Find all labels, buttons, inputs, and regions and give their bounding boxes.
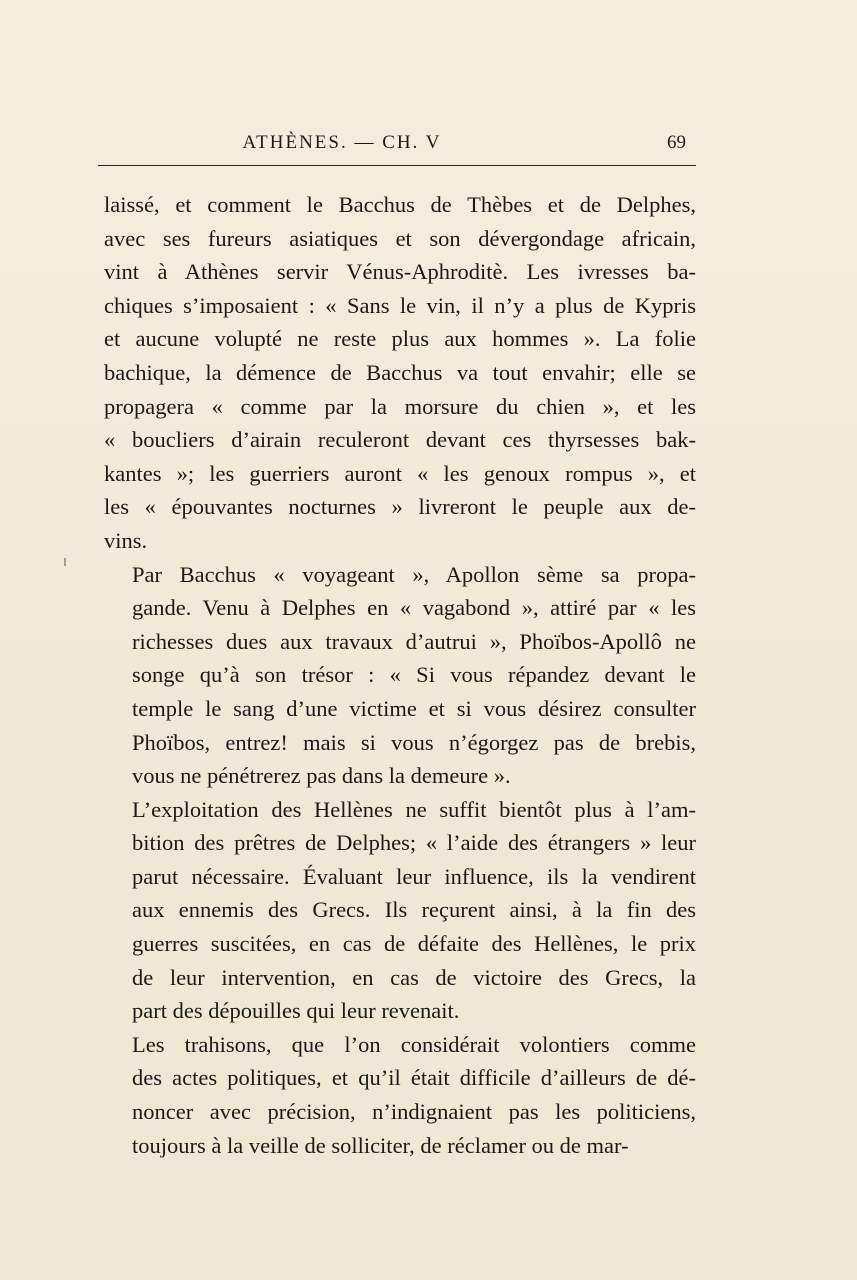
paragraph (104, 188, 696, 558)
text-line: parut nécessaire. Évaluant leur influence, ils la vendirent (132, 863, 696, 889)
page-number: 69 (667, 132, 686, 153)
text-line: part des dépouilles qui leur revenait. (132, 998, 460, 1024)
text-line: toujours à la veille de solliciter, de réclamer ou de mar- (132, 1132, 629, 1158)
text-line: vins. (104, 527, 148, 553)
text-line: « boucliers d’airain reculeront devant ces thyrsesses bak- (104, 427, 696, 453)
text-line: des actes politiques, et qu’il était difficile d’ailleurs de dé- (132, 1065, 696, 1091)
paragraph (104, 793, 696, 1028)
text-line: richesses dues aux travaux d’autrui », Phoïbos-Apollô ne (132, 628, 696, 654)
text-line: guerres suscitées, en cas de défaite des Hellènes, le prix (132, 931, 696, 957)
text-line: vint à Athènes servir Vénus-Aphroditè. Les ivresses ba- (104, 259, 696, 285)
running-title: ATHÈNES. — CH. V (242, 132, 442, 153)
margin-mark (64, 558, 66, 566)
text-line: chiques s’imposaient : « Sans le vin, il n’y a plus de Kypris (104, 292, 696, 318)
text-line: bition des prêtres de Delphes; « l’aide des étrangers » leur (132, 830, 696, 856)
text-line: vous ne pénétrerez pas dans la demeure ». (132, 763, 511, 789)
text-line: L’exploitation des Hellènes ne suffit bientôt plus à l’am- (132, 796, 696, 822)
header-rule (98, 165, 696, 166)
text-line: bachique, la démence de Bacchus va tout envahir; elle se (104, 359, 696, 385)
text-line: noncer avec précision, n’indignaient pas les politiciens, (132, 1099, 696, 1125)
text-line: gande. Venu à Delphes en « vagabond », attiré par « les (132, 595, 696, 621)
text-line: laissé, et comment le Bacchus de Thèbes et de Delphes, (104, 192, 696, 217)
text-line: songe qu’à son trésor : « Si vous répandez devant le (132, 662, 696, 688)
text-line: aux ennemis des Grecs. Ils reçurent ainsi, à la fin des (132, 897, 696, 923)
text-line: Phoïbos, entrez! mais si vous n’égorgez pas de brebis, (132, 729, 696, 755)
running-head (98, 128, 696, 158)
body-text (104, 188, 696, 1162)
text-line: avec ses fureurs asiatiques et son dévergondage africain, (104, 225, 696, 251)
text-line: de leur intervention, en cas de victoire des Grecs, la (132, 964, 696, 990)
text-line: temple le sang d’une victime et si vous désirez consulter (132, 695, 696, 721)
text-line: et aucune volupté ne reste plus aux hommes ». La folie (104, 326, 696, 352)
text-line: propagera « comme par la morsure du chien », et les (104, 393, 696, 419)
text-line: kantes »; les guerriers auront « les genoux rompus », et (104, 460, 696, 486)
paragraph (104, 558, 696, 793)
paragraph (104, 1028, 696, 1162)
text-line: Par Bacchus « voyageant », Apollon sème sa propa- (132, 561, 696, 587)
text-line: les « épouvantes nocturnes » livreront le peuple aux de- (104, 494, 696, 520)
text-line: Les trahisons, que l’on considérait volontiers comme (132, 1031, 696, 1057)
